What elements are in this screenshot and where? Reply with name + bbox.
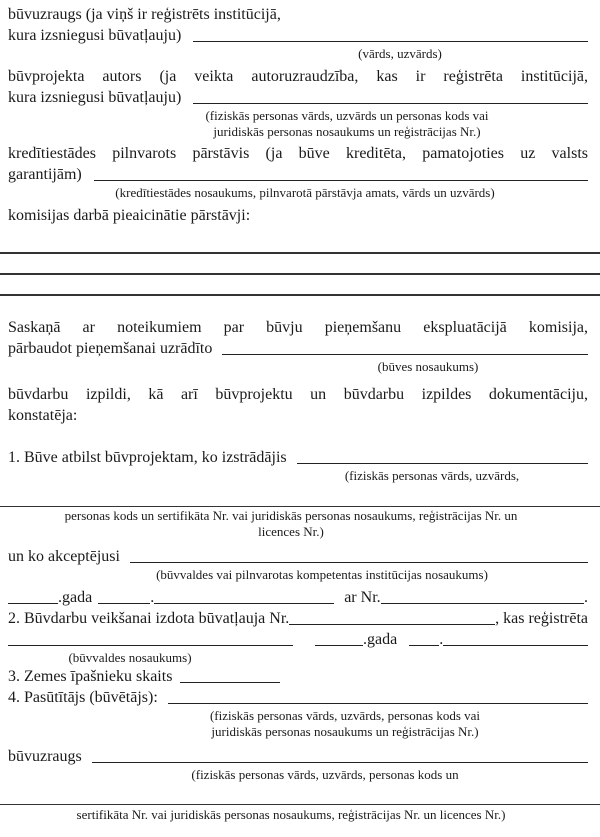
blank-pasutitajs	[168, 703, 588, 704]
saskana-line3: būvdarbu izpildi, kā arī būvprojektu un būvdarbu izpildes dokumentāciju,	[8, 386, 588, 403]
blank-datums-2	[409, 645, 439, 646]
blank-buves-nosaukums	[222, 354, 588, 355]
caption-vards-uzvards: (vārds, uzvārds)	[358, 46, 442, 61]
end-dot-1: .	[584, 589, 588, 606]
item1-date-row	[0, 587, 600, 608]
item2-tail: , kas reģistrēta	[495, 610, 588, 627]
item1-field-row	[0, 447, 600, 468]
caption-izstradajis-line1: (fiziskās personas vārds, uzvārds,	[344, 468, 520, 483]
caption-kreditiestade: (kredītiestādes nosaukums, pilnvarotā pārstāvja amats, vārds un uzvārds)	[115, 185, 495, 200]
blank-gads	[8, 603, 58, 604]
item1-accept-lead: un ko akceptējusi	[8, 548, 120, 565]
gada-token-2: .gada	[363, 631, 398, 648]
item1-lead: 1. Būve atbilst būvprojektam, ko izstrādājis	[8, 449, 287, 466]
dot-token-2: .	[439, 631, 444, 648]
autors-label-line1: būvprojekta autors (ja veikta autoruzraudzība, kas ir reģistrēta institūcijā,	[8, 68, 588, 85]
blank-representative-line-3	[0, 294, 600, 296]
caption-autors-line1: (fiziskās personas vārds, uzvārds un personas kods vai	[205, 108, 489, 123]
blank-buvuzraugs	[92, 762, 588, 763]
blank-buvuzraugs-line2	[0, 804, 600, 805]
saskana-field-row	[0, 338, 600, 359]
autors-field-row	[0, 87, 600, 108]
dot-token-1: .	[150, 589, 155, 606]
blank-gads-2	[315, 645, 363, 646]
blank-autors	[193, 103, 588, 104]
blank-representative-line-1	[0, 252, 600, 254]
buvuzraugs-reg-label-line1: būvuzraugs (ja viņš ir reģistrēts institūcijā,	[8, 6, 281, 23]
saskana-line4: konstatēja:	[8, 407, 78, 424]
autors-label-line2: kura izsniegusi būvatļauju)	[8, 89, 182, 106]
buvuzraugs-reg-field-row	[0, 25, 600, 46]
caption-pasutitajs-line1: (fiziskās personas vārds, uzvārds, personas kods vai	[209, 708, 481, 723]
item2-field-row	[0, 608, 600, 629]
caption-akceptejusi: (būvvaldes vai pilnvarotas kompetentas institūcijas nosaukums)	[156, 567, 488, 582]
blank-buvatlauja-nr	[289, 624, 495, 625]
buvuzraugs2-lead: būvuzraugs	[8, 748, 82, 765]
saskana-line2: pārbaudot pieņemšanai uzrādīto	[8, 340, 213, 357]
kreditiestade-field-row	[0, 164, 600, 185]
blank-representative-line-2	[0, 273, 600, 275]
blank-menesis	[154, 603, 334, 604]
gada-token-1: .gada	[58, 589, 93, 606]
blank-akceptejusi	[130, 562, 588, 563]
blank-ipasnieku-skaits	[180, 682, 280, 683]
item4-lead: 4. Pasūtītājs (būvētājs):	[8, 689, 158, 706]
item3-field-row	[0, 666, 600, 687]
kreditiestade-label-line1: kredītiestādes pilnvarots pārstāvis (ja būve kreditēta, pamatojoties uz valsts	[8, 145, 588, 162]
caption-buvuzraugs-line2: sertifikāta Nr. vai juridiskās personas nosaukums, reģistrācijas Nr. un licences Nr.)	[76, 807, 506, 822]
buvuzraugs-reg-label-line2: kura izsniegusi būvatļauju)	[8, 27, 182, 44]
item1-accept-row	[0, 546, 600, 567]
caption-buves-nosaukums: (būves nosaukums)	[377, 359, 479, 374]
buvuzraugs2-field-row	[0, 746, 600, 767]
blank-menesis-2	[443, 645, 588, 646]
blank-buvvalde	[8, 645, 293, 646]
blank-kreditiestade	[94, 180, 588, 181]
ar-nr-label: ar Nr.	[344, 589, 381, 606]
item4-field-row	[0, 687, 600, 708]
saskana-line1: Saskaņā ar noteikumiem par būvju pieņemšanu ekspluatācijā komisija,	[8, 319, 588, 336]
caption-izstradajis-line3: licences Nr.)	[258, 524, 324, 539]
item2-lead: 2. Būvdarbu veikšanai izdota būvatļauja Nr.	[8, 610, 290, 627]
item2-reg-row	[0, 629, 600, 650]
blank-izstradajis-line2	[0, 506, 600, 507]
item3-lead: 3. Zemes īpašnieku skaits	[8, 668, 173, 685]
komisijas-parstavji-label: komisijas darbā pieaicinātie pārstāvji:	[8, 207, 251, 224]
kreditiestade-label-line2: garantijām)	[8, 166, 82, 183]
caption-buvvalde: (būvvaldes nosaukums)	[68, 650, 192, 665]
blank-izstradajis	[297, 463, 588, 464]
blank-ar-nr	[381, 603, 584, 604]
blank-vards-uzvards	[193, 41, 588, 42]
caption-pasutitajs-line2: juridiskās personas nosaukums un reģistrācijas Nr.)	[211, 724, 479, 739]
caption-izstradajis-line2: personas kods un sertifikāta Nr. vai juridiskās personas nosaukums, reģistrācijas Nr. un	[64, 508, 518, 523]
caption-buvuzraugs-line1: (fiziskās personas vārds, uzvārds, personas kods un	[191, 767, 459, 782]
blank-datums	[98, 603, 150, 604]
caption-autors-line2: juridiskās personas nosaukums un reģistrācijas Nr.)	[213, 124, 481, 139]
